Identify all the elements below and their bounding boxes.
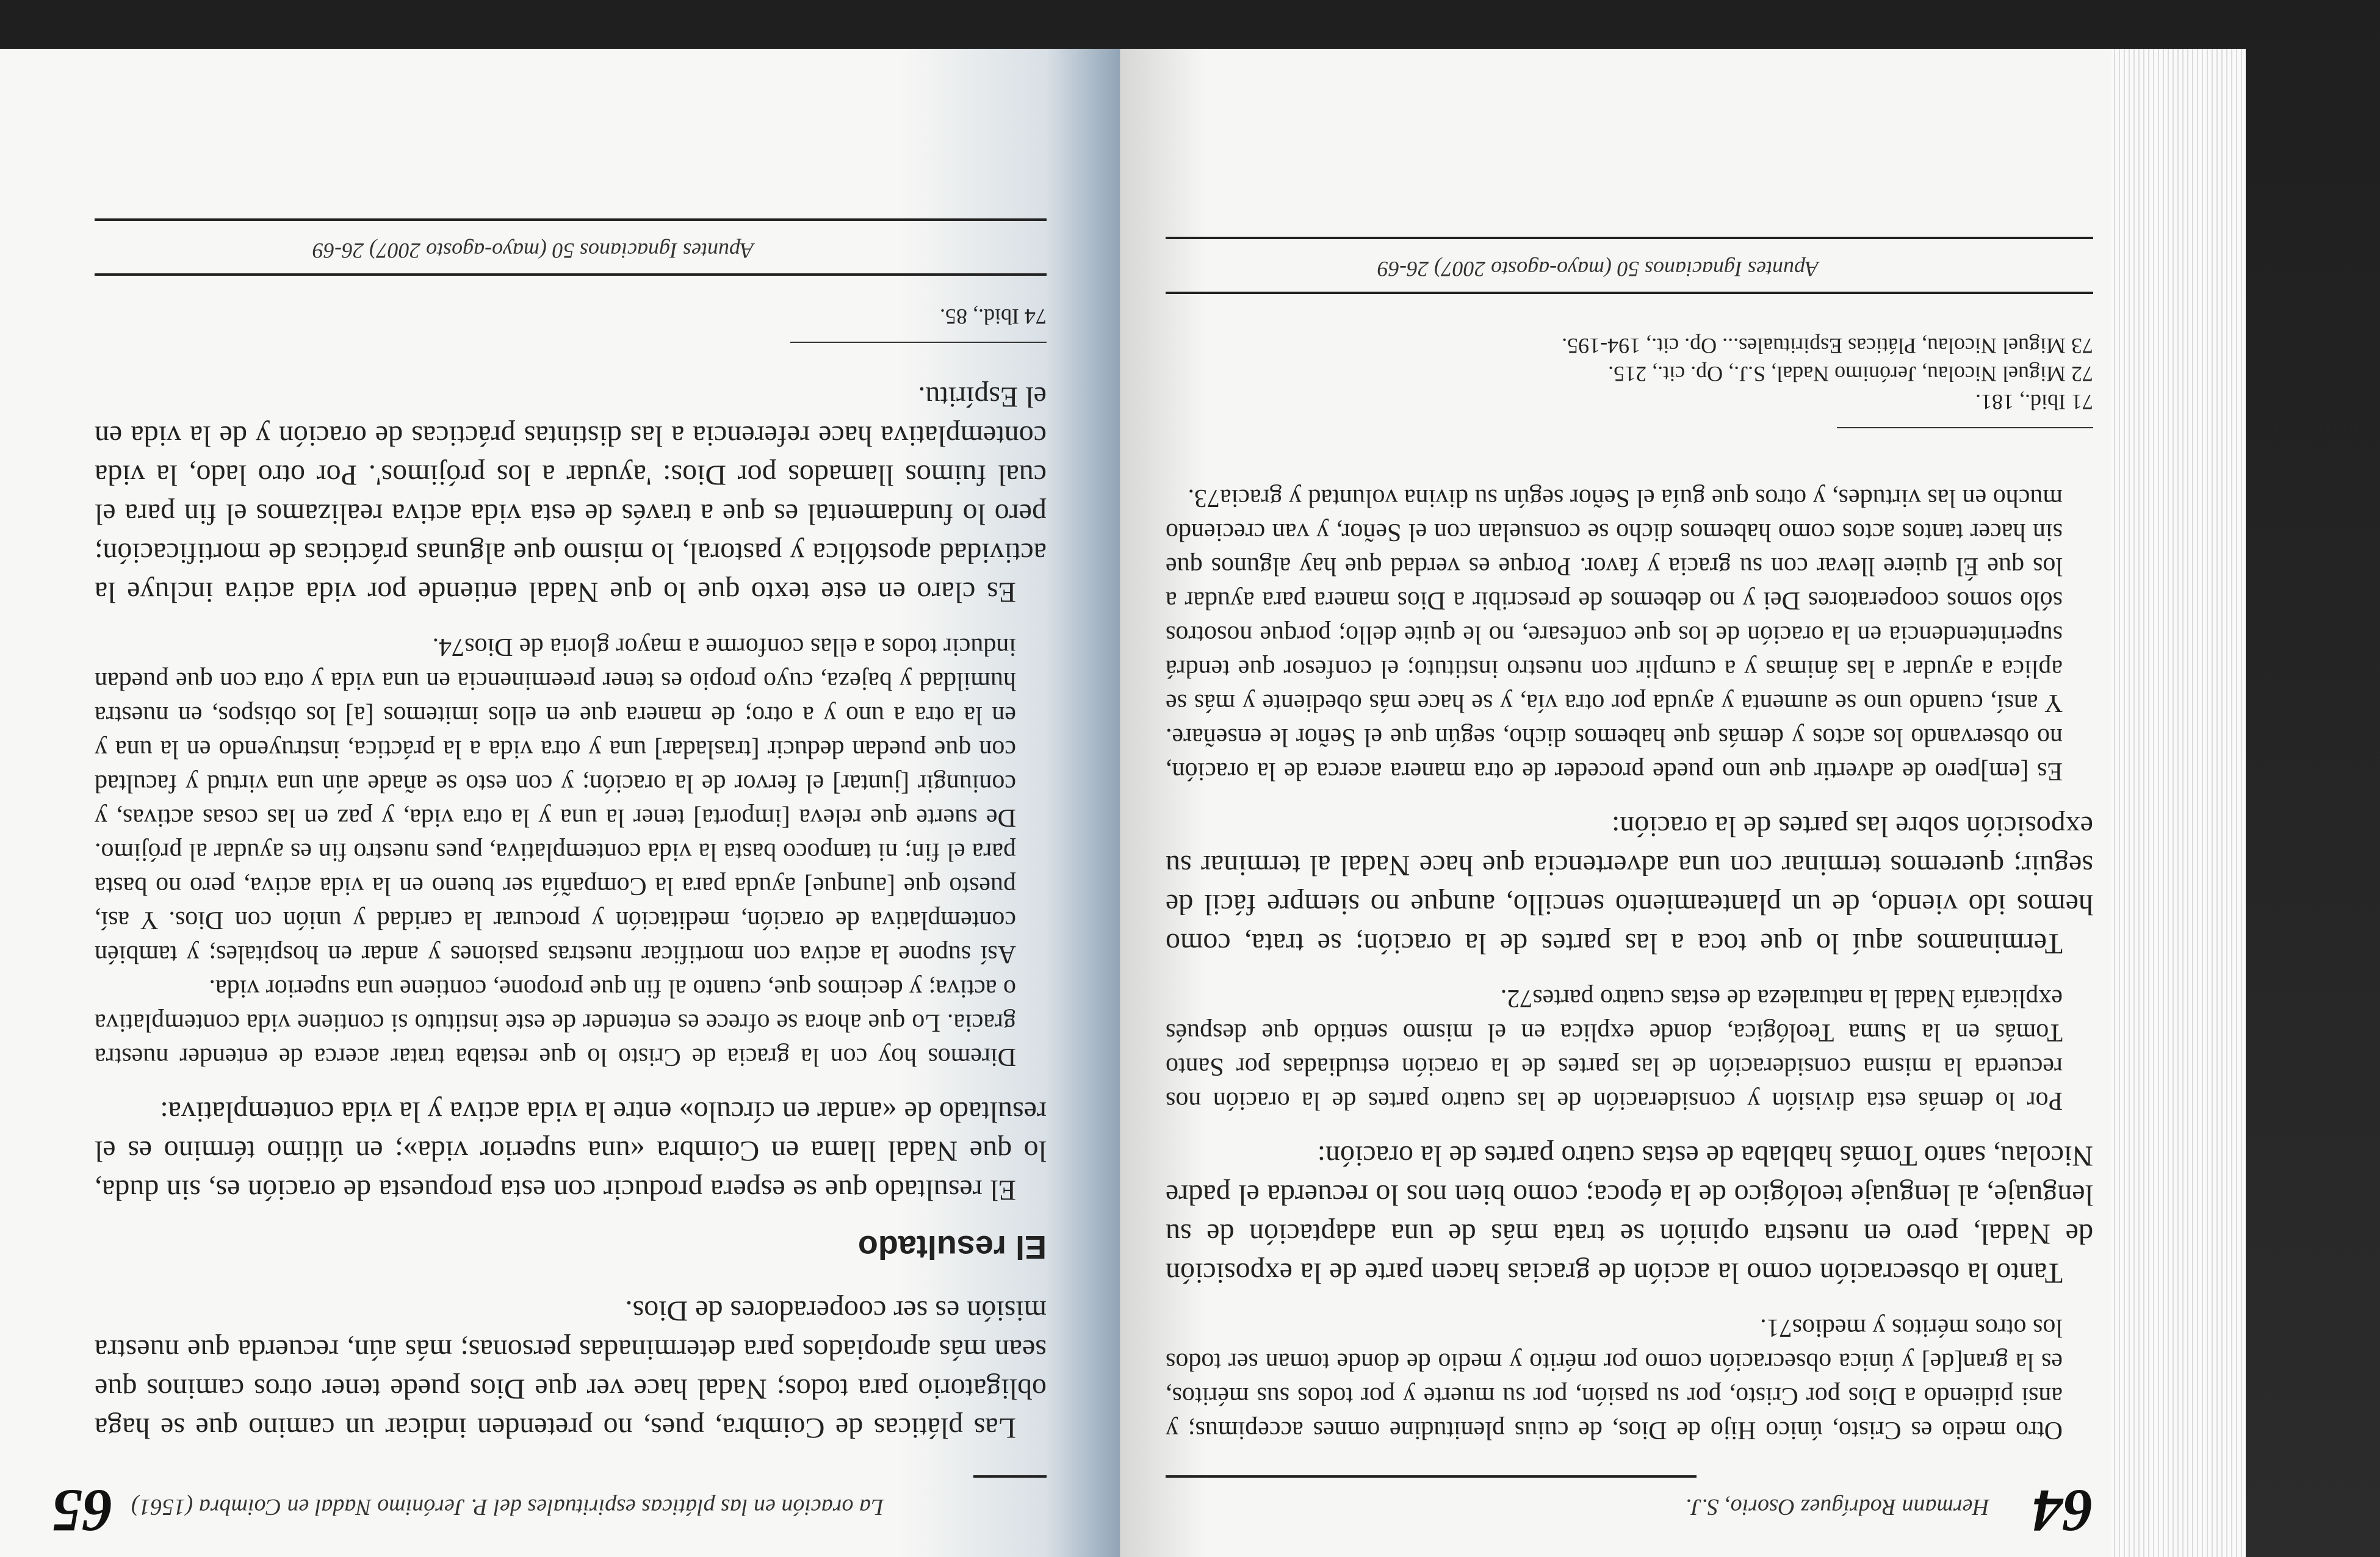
footnote-rule bbox=[790, 342, 1047, 343]
footer-rule bbox=[95, 218, 1047, 221]
body-paragraph: Tanto la obsecración como la acción de gracias hacen parte de la exposición de Nadal, pero en nuestra opinión se trata más de una adaptación de su lenguaje, al lenguaje teológico de la época; como bien nos lo recuerda el padre Nicolau, santo Tomás hablaba de estas cuatro partes de la oración: bbox=[1166, 1140, 2093, 1289]
page-number: 65 bbox=[52, 1477, 113, 1545]
body-paragraph: Es claro en este texto que lo que Nadal entiende por vida activa incluye la actividad apostólica y pastoral, lo mismo que algunas prácticas de mortificación; pero lo fundamental es que a través de esta vida activa realizamos el fin para el cual fuimos llamados por Dios: 'ayudar a los prójimos'. Por otro lado, la vida contemplativa hace referencia a las distintas prácticas de oración y de la vida en el Espíritu. bbox=[95, 381, 1047, 608]
footnote: 73 Miguel Nicolau, Pláticas Espirituales... Op. cit., 194-195. bbox=[1562, 334, 2093, 358]
page-header: Hermann Rodríguez Osorio, S.J. bbox=[1685, 1494, 1989, 1520]
footer-rule bbox=[1166, 292, 2093, 294]
quote-paragraph: Es [em]pero de advertir que uno puede proceder de otra manera acerca de la oración, no observando los actos y demás que habemos dicho, según que el Señor le enseñare. Y ansí, cuando uno se aumenta y ayuda por otra vía, y se hace más obediente y más se aplica a ayudar a las ánimas y a cumplir con nuestro instituto; el confesor que tendrá superintendencia en la oración de los que confesare, no le quite dello; porque nosotros sólo somos cooperatores Dei y no debemos de prescribir a Dios manera para ayudar a los que Él quiere llevar con su gracia y favor. Porque es verdad que hay algunos que sin hacer tantos actos como habemos dicho se consuelan con el Señor, y van creciendo mucho en las virtudes, y otros que guía el Señor según su divina voluntad y gracia73. bbox=[1166, 484, 2063, 785]
running-footer: Apuntes Ignacianos 50 (mayo-agosto 2007) 26-69 bbox=[312, 239, 754, 263]
page-edges bbox=[2111, 49, 2246, 1557]
footnotes bbox=[192, 303, 1047, 331]
footer-rule bbox=[95, 273, 1047, 276]
section-title: El resultado bbox=[857, 1229, 1047, 1265]
page-64-text bbox=[1166, 481, 2093, 1447]
header-rule bbox=[973, 1475, 1047, 1478]
page-65-text bbox=[95, 377, 1047, 1447]
footnote: 74 Ibid., 85. bbox=[940, 304, 1047, 329]
footnote: 71 Ibid., 181. bbox=[1975, 390, 2093, 414]
page-65 bbox=[0, 49, 1120, 1557]
open-book bbox=[0, 49, 2246, 1557]
page-header: La oración en las pláticas espirituales del P. Jerónimo Nadal en Coimbra (1561) bbox=[131, 1494, 884, 1520]
page-64 bbox=[1120, 49, 2246, 1557]
quote-paragraph: Otro medio es Cristo, único Hijo de Dios, de cuius plenitudine omnes accepimus; y ansi pidiendo a Dios por Cristo, por su pasión, por su muerte y por todos sus méritos, es la gran[de] y única obsecración como por mérito y medio de donde toman ser todos los otros méritos y medios71. bbox=[1166, 1314, 2063, 1444]
running-footer: Apuntes Ignacianos 50 (mayo-agosto 2007) 26-69 bbox=[1377, 257, 1819, 281]
footnote: 72 Miguel Nicolau, Jerónimo Nadal, S.J., Op. cit., 215. bbox=[1608, 362, 2093, 386]
footnotes bbox=[1239, 332, 2093, 416]
body-paragraph: Las pláticas de Coimbra, pues, no pretenden indicar un camino que se haga obligatorio para todos; Nadal hace ver que Dios puede tener otros caminos que sean más apropiados para determinadas personas; más aún, recuerda que nuestra misión es ser cooperadores de Dios. bbox=[95, 1295, 1047, 1444]
body-paragraph: El resultado que se espera producir con esta propuesta de oración es, sin duda, lo que Nadal llama en Coimbra «una superior vida»; en último término es el resultado de «andar en círculo» entre la vida activa y la vida contemplativa: bbox=[95, 1096, 1047, 1206]
quote-paragraph: Así supone la activa con mortificar nuestras pasiones y andar en hospitales; y también contemplativa de oración, meditación y procurar la caridad y unión con Dios. Y así, puesto que [aunque] ayuda para la Compañía ser bueno en la vida activa, pero no basta para el fin; ni tampoco basta la vida contemplativa, pues nuestro fin es ayudar al prójimo. De suerte que releva [importa] tener la una y la otra vida, y paz en las cosas activas, y coniungir [juntar] el fervor de la oración; y con esto se añade aún una virtud y facultad con que puedan deducir [trasladar] una y otra vida a la práctica, instruyendo en la una y en la otra a uno y a otro; de manera que en ellos imitemos [a] los obispos, en nuestra humildad y bajeza, cuyo propio es tener preeminencia en una vida y otra con que puedan inducir todos a ellas conforme a mayor gloria de Dios74. bbox=[95, 633, 1016, 968]
body-paragraph: Terminamos aquí lo que toca a las partes de la oración; se trata, como hemos ido viendo, de un planteamiento sencillo, aunque no siempre fácil de seguir; queremos terminar con una advertencia que hace Nadal al terminar su exposición sobre las partes de la oración: bbox=[1166, 810, 2093, 960]
quote-paragraph: Diremos hoy con la gracia de Cristo lo que restaba tratar acerca de entender nuestra gracia. Lo que ahora se ofrece es entender de este instituto si contiene vida contemplativa o activa; y decimos que, cuanto al fin que propone, contiene una superior vida. bbox=[95, 974, 1016, 1071]
footnote-rule bbox=[1837, 427, 2093, 428]
quote-paragraph: Por lo demás esta división y consideración de las cuatro partes de la oración nos recuerda la misma consideración de las partes de la oración estudiadas por Santo Tomás en la Suma Teológica, donde explica en el mismo sentido que después explicaría Nadal la naturaleza de estas cuatro partes72. bbox=[1166, 984, 2063, 1115]
page-number: 64 bbox=[2032, 1477, 2093, 1545]
header-rule bbox=[1166, 1475, 1697, 1478]
footer-rule bbox=[1166, 237, 2093, 239]
